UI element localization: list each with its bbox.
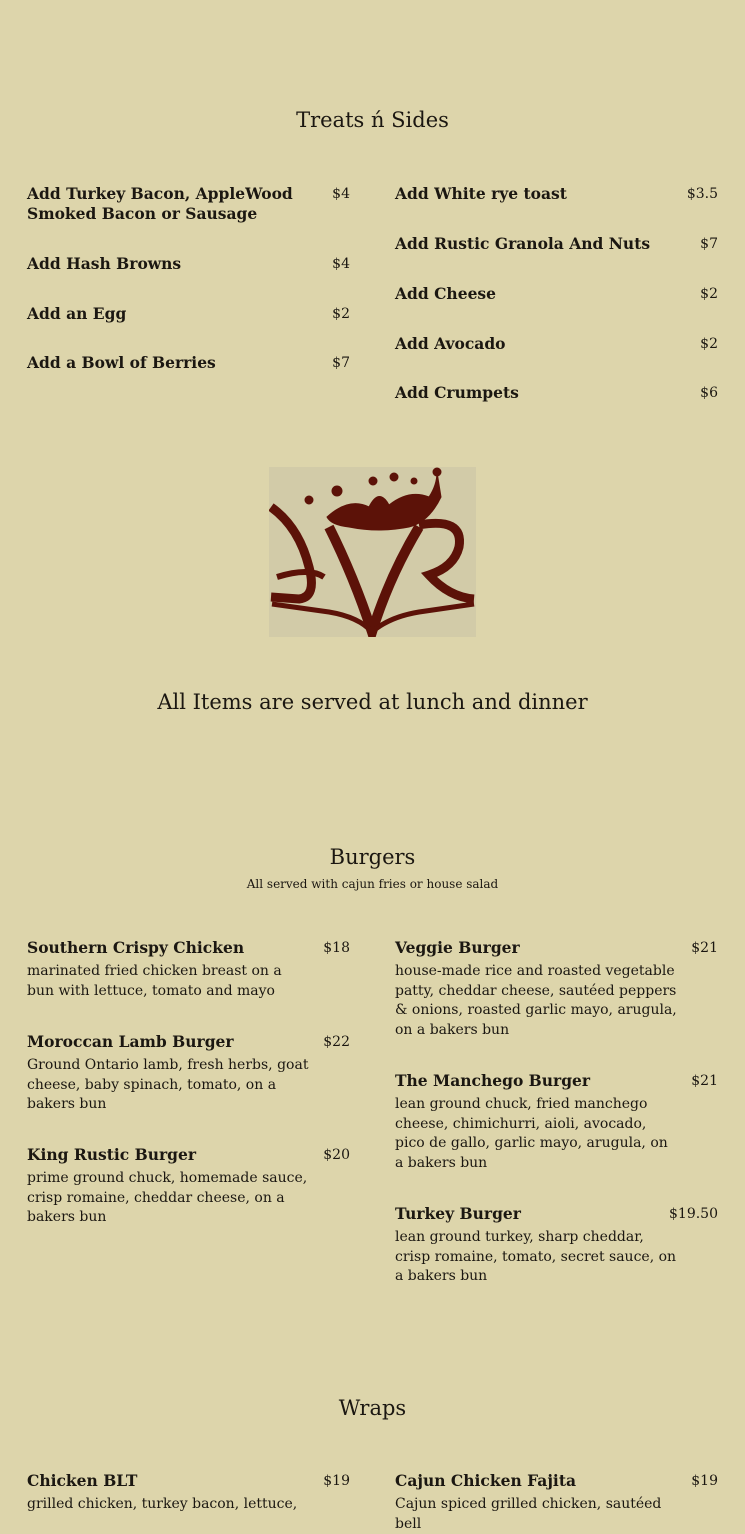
item-name: Southern Crispy Chicken: [27, 938, 245, 957]
item-name: King Rustic Burger: [27, 1145, 197, 1164]
menu-item: [395, 383, 718, 403]
menu-item: [395, 334, 718, 354]
menu-item: [395, 938, 718, 1040]
item-name: Moroccan Lamb Burger: [27, 1032, 234, 1051]
item-price: $22: [323, 1034, 350, 1050]
item-price: $2: [700, 336, 718, 352]
item-price: $21: [691, 1073, 718, 1089]
item-price: $4: [332, 256, 350, 272]
item-name: Add White rye toast: [395, 184, 567, 203]
item-price: $7: [700, 236, 718, 252]
item-name: Veggie Burger: [395, 938, 520, 957]
menu-item: [27, 938, 350, 1001]
item-description: marinated fried chicken breast on a bun with lettuce, tomato and mayo: [27, 963, 282, 999]
item-description: grilled chicken, turkey bacon, lettuce,: [27, 1496, 298, 1512]
item-name: Add a Bowl of Berries: [27, 353, 216, 372]
item-name: Add Hash Browns: [27, 254, 182, 273]
menu-item: [395, 1471, 718, 1534]
menu-item: [395, 284, 718, 304]
served-note: All Items are served at lunch and dinner: [157, 690, 588, 714]
crown-monogram-logo: [269, 467, 476, 637]
treats-title: Treats ń Sides: [296, 108, 449, 132]
menu-item: [27, 1471, 350, 1515]
item-name: Add Rustic Granola And Nuts: [395, 234, 651, 253]
item-price: $2: [332, 306, 350, 322]
menu-item: [395, 184, 718, 204]
item-description: prime ground chuck, homemade sauce, crisp romaine, cheddar cheese, on a bakers bun: [27, 1170, 308, 1225]
menu-item: [27, 353, 350, 373]
item-price: $4: [332, 186, 350, 202]
crown-monogram-icon: [269, 467, 476, 637]
item-price: $3.5: [686, 186, 718, 202]
item-price: $19: [323, 1473, 350, 1489]
item-price: $6: [700, 385, 718, 401]
item-name: Add Crumpets: [395, 383, 519, 402]
burgers-title: Burgers: [329, 845, 416, 869]
item-price: $19.50: [669, 1206, 718, 1222]
item-price: $2: [700, 286, 718, 302]
item-description: Ground Ontario lamb, fresh herbs, goat cheese, baby spinach, tomato, on a bakers bun: [27, 1057, 309, 1112]
item-description: lean ground chuck, fried manchego cheese, chimichurri, aioli, avocado, pico de gallo, garlic mayo, arugula, on a bakers bun: [395, 1096, 668, 1171]
item-name: Add Avocado: [395, 334, 506, 353]
menu-item: [27, 254, 350, 274]
item-price: $19: [691, 1473, 718, 1489]
menu-item: [395, 1071, 718, 1173]
item-description: Cajun spiced grilled chicken, sautéed bell: [395, 1496, 662, 1532]
item-description: house-made rice and roasted vegetable patty, cheddar cheese, sautéed peppers & onions, roasted garlic mayo, arugula, on a bakers bun: [395, 963, 677, 1038]
menu-item: [27, 1145, 350, 1228]
item-name: Add Cheese: [395, 284, 497, 303]
item-name: Add Turkey Bacon, AppleWood Smoked Bacon or Sausage: [27, 184, 293, 223]
item-price: $20: [323, 1147, 350, 1163]
item-name: The Manchego Burger: [395, 1071, 591, 1090]
menu-item: [27, 1032, 350, 1115]
menu-item: [395, 234, 718, 254]
item-name: Add an Egg: [27, 304, 127, 323]
menu-item: [395, 1204, 718, 1287]
burgers-subtitle: All served with cajun fries or house salad: [246, 877, 499, 891]
menu-item: [27, 304, 350, 324]
wraps-title: Wraps: [338, 1396, 407, 1420]
item-name: Turkey Burger: [395, 1204, 521, 1223]
item-price: $7: [332, 355, 350, 371]
item-description: lean ground turkey, sharp cheddar, crisp romaine, tomato, secret sauce, on a bakers bun: [395, 1229, 677, 1284]
item-name: Chicken BLT: [27, 1471, 138, 1490]
item-price: $18: [323, 940, 350, 956]
item-price: $21: [691, 940, 718, 956]
item-name: Cajun Chicken Fajita: [395, 1471, 577, 1490]
menu-item: [27, 184, 350, 224]
